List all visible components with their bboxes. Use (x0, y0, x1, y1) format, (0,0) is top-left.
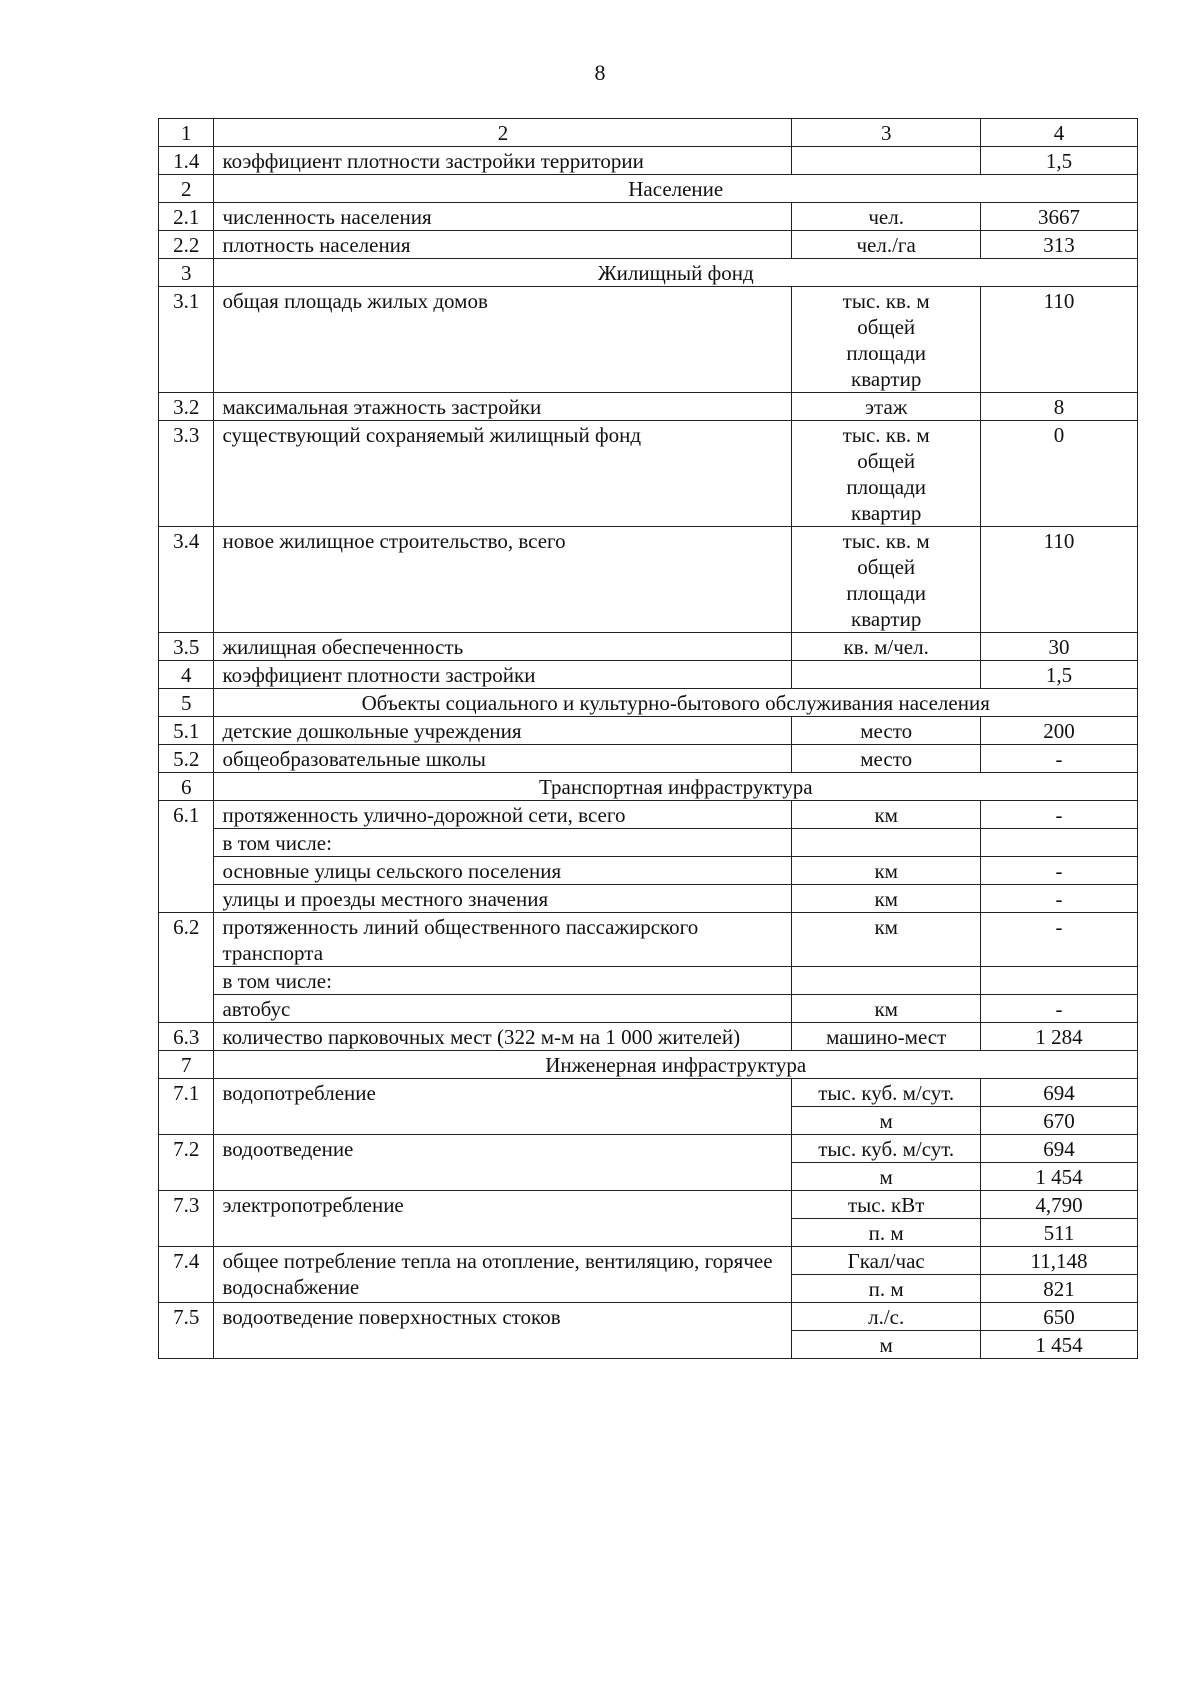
indicator-unit: п. м (792, 1219, 980, 1247)
table-row (159, 717, 1138, 745)
indicator-unit: км (792, 913, 980, 967)
indicator-name: общее потребление тепла на отопление, вентиляцию, горячее водоснабжение (214, 1247, 792, 1303)
table-row (159, 857, 1138, 885)
table-row (159, 287, 1138, 393)
indicator-value: 8 (980, 393, 1137, 421)
indicator-value (980, 967, 1137, 995)
indicator-unit: чел./га (792, 231, 980, 259)
row-number: 3.4 (159, 527, 214, 633)
section-title: Инженерная инфраструктура (214, 1051, 1138, 1079)
row-number: 7.3 (159, 1191, 214, 1247)
indicator-name: электропотребление (214, 1191, 792, 1247)
indicator-value: 200 (980, 717, 1137, 745)
section-number: 5 (159, 689, 214, 717)
section-number: 3 (159, 259, 214, 287)
indicator-value: - (980, 995, 1137, 1023)
table-row (159, 231, 1138, 259)
indicator-unit: тыс. кв. м общей площади квартир (792, 527, 980, 633)
indicator-name: основные улицы сельского поселения (214, 857, 792, 885)
table-row (159, 1135, 1138, 1163)
section-number: 2 (159, 175, 214, 203)
indicator-name: общеобразовательные школы (214, 745, 792, 773)
indicator-unit: чел. (792, 203, 980, 231)
indicator-unit (792, 967, 980, 995)
row-number: 3.3 (159, 421, 214, 527)
section-row (159, 689, 1138, 717)
indicator-name: улицы и проезды местного значения (214, 885, 792, 913)
row-number: 2.2 (159, 231, 214, 259)
indicator-value: 110 (980, 287, 1137, 393)
indicator-name: водоотведение поверхностных стоков (214, 1303, 792, 1359)
indicator-value: 821 (980, 1275, 1137, 1303)
indicator-unit: тыс. куб. м/сут. (792, 1135, 980, 1163)
indicator-value: 1 284 (980, 1023, 1137, 1051)
indicator-value: 511 (980, 1219, 1137, 1247)
indicator-name: детские дошкольные учреждения (214, 717, 792, 745)
indicator-unit: тыс. куб. м/сут. (792, 1079, 980, 1107)
section-row (159, 1051, 1138, 1079)
indicator-name: коэффициент плотности застройки (214, 661, 792, 689)
table-row (159, 885, 1138, 913)
indicator-value: 0 (980, 421, 1137, 527)
indicator-name: новое жилищное строительство, всего (214, 527, 792, 633)
section-title: Объекты социального и культурно-бытового обслуживания населения (214, 689, 1138, 717)
indicator-unit: этаж (792, 393, 980, 421)
section-row (159, 259, 1138, 287)
row-number: 7.4 (159, 1247, 214, 1303)
indicator-value: 670 (980, 1107, 1137, 1135)
row-number: 7.2 (159, 1135, 214, 1191)
row-number: 5.2 (159, 745, 214, 773)
table-row (159, 967, 1138, 995)
indicator-unit: км (792, 885, 980, 913)
indicator-value: 1 454 (980, 1331, 1137, 1359)
table-row (159, 421, 1138, 527)
table-row (159, 1303, 1138, 1331)
indicator-name (214, 1023, 792, 1051)
indicator-unit (792, 147, 980, 175)
indicator-value: 694 (980, 1135, 1137, 1163)
row-number: 6.3 (159, 1023, 214, 1051)
indicators-table (158, 118, 1138, 1359)
table-row (159, 203, 1138, 231)
indicator-name: водоотведение (214, 1135, 792, 1191)
indicator-name: автобус (214, 995, 792, 1023)
indicator-name: общая площадь жилых домов (214, 287, 792, 393)
header-col-1: 1 (159, 119, 214, 147)
section-number: 6 (159, 773, 214, 801)
indicator-name: коэффициент плотности застройки территории (214, 147, 792, 175)
table-row (159, 913, 1138, 967)
indicator-value: 110 (980, 527, 1137, 633)
table-row (159, 393, 1138, 421)
subitem-label: в том числе: (214, 829, 792, 857)
section-title: Транспортная инфраструктура (214, 773, 1138, 801)
table-row (159, 1247, 1138, 1275)
indicator-value: - (980, 913, 1137, 967)
indicator-value: 4,790 (980, 1191, 1137, 1219)
indicator-name: водопотребление (214, 1079, 792, 1135)
header-col-2: 2 (214, 119, 792, 147)
table-row (159, 527, 1138, 633)
indicator-value: - (980, 885, 1137, 913)
header-col-4: 4 (980, 119, 1137, 147)
row-number: 7.5 (159, 1303, 214, 1359)
indicator-value: 1 454 (980, 1163, 1137, 1191)
indicator-unit: машино-мест (792, 1023, 980, 1051)
row-number: 3.2 (159, 393, 214, 421)
indicator-unit: м (792, 1163, 980, 1191)
indicator-unit: тыс. кВт (792, 1191, 980, 1219)
row-number: 6.2 (159, 913, 214, 1023)
row-number: 5.1 (159, 717, 214, 745)
row-number: 1.4 (159, 147, 214, 175)
row-number: 4 (159, 661, 214, 689)
indicator-value: - (980, 745, 1137, 773)
indicator-value: - (980, 801, 1137, 829)
indicator-value: - (980, 857, 1137, 885)
table-row (159, 147, 1138, 175)
table-row (159, 1079, 1138, 1107)
indicator-unit: км (792, 857, 980, 885)
indicator-value: 694 (980, 1079, 1137, 1107)
section-row (159, 175, 1138, 203)
page-number: 8 (594, 60, 606, 85)
section-title: Жилищный фонд (214, 259, 1138, 287)
row-number: 3.5 (159, 633, 214, 661)
indicator-name: существующий сохраняемый жилищный фонд (214, 421, 792, 527)
indicator-name: максимальная этажность застройки (214, 393, 792, 421)
table-row (159, 829, 1138, 857)
indicator-name: жилищная обеспеченность (214, 633, 792, 661)
table-row (159, 633, 1138, 661)
indicator-unit: Гкал/час (792, 1247, 980, 1275)
table-row (159, 745, 1138, 773)
indicator-unit: п. м (792, 1275, 980, 1303)
indicator-unit (792, 661, 980, 689)
indicator-name: численность населения (214, 203, 792, 231)
indicator-name: плотность населения (214, 231, 792, 259)
section-title: Население (214, 175, 1138, 203)
table-row (159, 1023, 1138, 1051)
header-row (159, 119, 1138, 147)
indicator-unit: место (792, 717, 980, 745)
indicator-unit: м (792, 1331, 980, 1359)
indicator-name: протяженность линий общественного пассажирского транспорта (214, 913, 792, 967)
indicator-unit: тыс. кв. м общей площади квартир (792, 287, 980, 393)
indicator-unit: м (792, 1107, 980, 1135)
indicator-value: 1,5 (980, 147, 1137, 175)
indicator-unit: км (792, 801, 980, 829)
indicator-value (980, 829, 1137, 857)
indicator-name: протяженность улично-дорожной сети, всего (214, 801, 792, 829)
row-number: 3.1 (159, 287, 214, 393)
section-row (159, 773, 1138, 801)
indicator-unit: кв. м/чел. (792, 633, 980, 661)
table-row (159, 995, 1138, 1023)
indicator-unit: тыс. кв. м общей площади квартир (792, 421, 980, 527)
header-col-3: 3 (792, 119, 980, 147)
row-number: 2.1 (159, 203, 214, 231)
section-number: 7 (159, 1051, 214, 1079)
indicator-value: 3667 (980, 203, 1137, 231)
indicator-value: 30 (980, 633, 1137, 661)
table-row (159, 801, 1138, 829)
table-row (159, 1191, 1138, 1219)
row-number: 7.1 (159, 1079, 214, 1135)
table-row (159, 661, 1138, 689)
indicator-value: 1,5 (980, 661, 1137, 689)
indicator-value: 650 (980, 1303, 1137, 1331)
indicator-unit: л./с. (792, 1303, 980, 1331)
indicator-unit: место (792, 745, 980, 773)
indicator-name-text: количество парковочных мест (322 м-м на 1 000 жителей) (222, 1025, 741, 1049)
indicator-value: 11,148 (980, 1247, 1137, 1275)
indicator-value: 313 (980, 231, 1137, 259)
indicator-unit: км (792, 995, 980, 1023)
subitem-label: в том числе: (214, 967, 792, 995)
row-number: 6.1 (159, 801, 214, 913)
indicator-unit (792, 829, 980, 857)
